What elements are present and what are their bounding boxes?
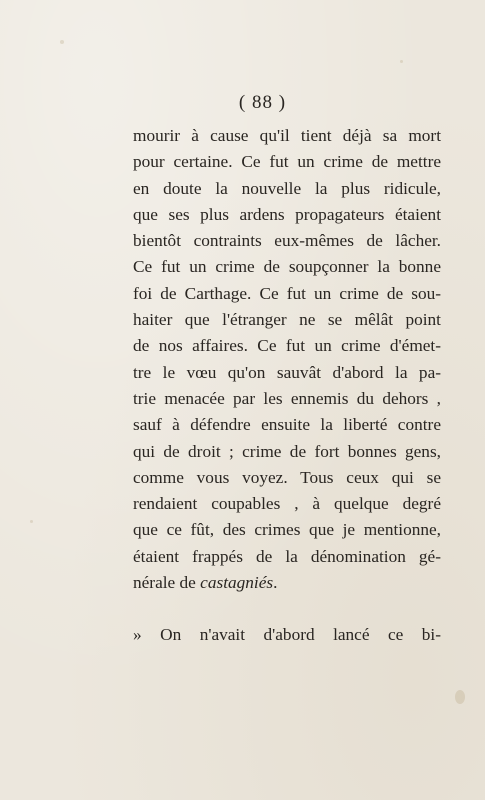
text-line: haiter que l'étranger ne se mêlât point <box>133 310 441 330</box>
page-number: ( 88 ) <box>238 92 287 113</box>
foxing-spot <box>455 690 465 704</box>
text-line: en doute la nouvelle la plus ridicule, <box>133 178 441 198</box>
text-line: qui de droit ; crime de fort bonnes gens, <box>133 441 441 461</box>
text-line: tre le vœu qu'on sauvât d'abord la pa- <box>133 362 441 382</box>
text-line: étaient frappés de la dénomination gé- <box>133 546 441 566</box>
foxing-spot <box>400 60 403 63</box>
text-line: trie menacée par les ennemis du dehors , <box>133 388 441 408</box>
text-line: » On n'avait d'abord lancé ce bi- <box>133 625 441 645</box>
foxing-spot <box>30 520 33 523</box>
text-line: rendaient coupables , à quelque degré <box>133 494 441 514</box>
text-line: que ce fût, des crimes que je mentionne, <box>133 520 441 540</box>
text-line: foi de Carthage. Ce fut un crime de sou- <box>133 283 441 303</box>
text-segment: nérale de <box>133 573 201 593</box>
text-line: bientôt contraints eux-mêmes de lâcher. <box>133 231 441 251</box>
text-line: de nos affaires. Ce fut un crime d'émet- <box>133 336 441 356</box>
text-line: mourir à cause qu'il tient déjà sa mort <box>133 126 441 145</box>
body-text <box>133 123 441 649</box>
italic-term: castagniés <box>200 573 274 593</box>
text-line: comme vous voyez. Tous ceux qui se <box>133 467 441 487</box>
text-line: Ce fut un crime de soupçonner la bonne <box>133 257 441 277</box>
text-line: pour certaine. Ce fut un crime de mettre <box>133 152 441 172</box>
text-segment: . <box>273 573 278 593</box>
foxing-spot <box>60 40 64 44</box>
text-line-last <box>133 570 441 596</box>
text-line: sauf à défendre ensuite la liberté contre <box>133 415 441 435</box>
paragraph-gap <box>133 596 441 622</box>
text-line: que ses plus ardens propagateurs étaient <box>133 204 441 224</box>
